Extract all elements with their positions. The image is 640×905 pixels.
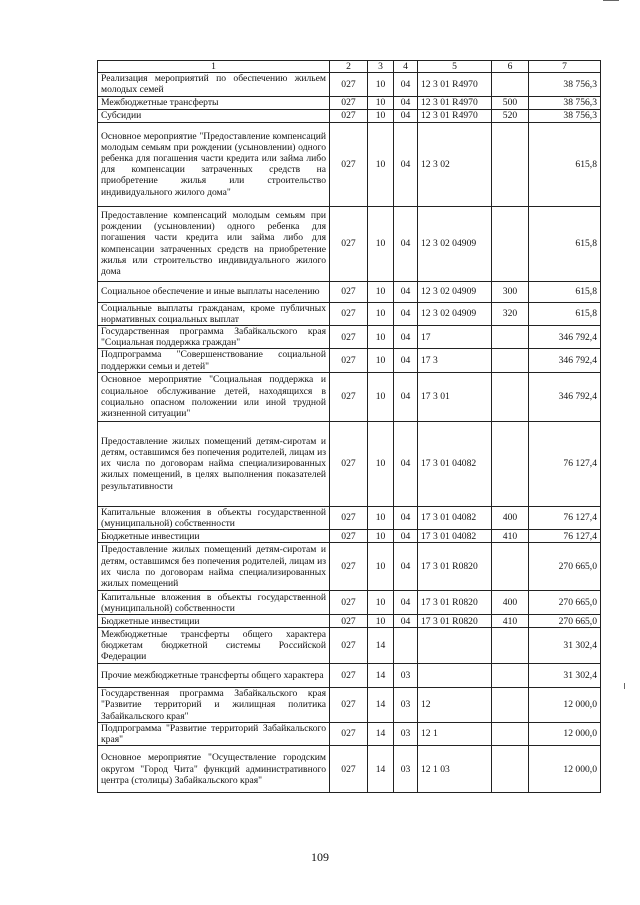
table-row (98, 628, 601, 664)
amount-cell: 12 000,0 (529, 722, 601, 745)
subsection-code-cell: 04 (394, 122, 418, 206)
expense-type-cell: 300 (492, 281, 529, 302)
table-row (98, 372, 601, 421)
row-name-cell: Реализация мероприятий по обеспечению жильем молодых семей (98, 73, 330, 96)
column-number: 1 (98, 61, 330, 73)
amount-cell: 346 792,4 (529, 349, 601, 372)
section-code-cell: 10 (368, 109, 394, 122)
amount-cell: 270 665,0 (529, 543, 601, 591)
section-code-cell: 10 (368, 206, 394, 281)
table-row (98, 281, 601, 302)
target-article-cell: 12 3 01 R4970 (418, 73, 492, 96)
row-name-cell: Предоставление компенсаций молодым семьям при рождении (усыновлении) одного ребенка для погашения части кредита или займа либо для компенсации затраченных средств на приобретение жилья или строительство индивидуального жилого дома (98, 206, 330, 281)
target-article-cell: 17 3 01 R0820 (418, 591, 492, 615)
table-row (98, 746, 601, 793)
subsection-code-cell: 04 (394, 530, 418, 543)
ministry-code-cell: 027 (330, 109, 368, 122)
table-row (98, 302, 601, 325)
section-code-cell: 10 (368, 96, 394, 109)
subsection-code-cell: 03 (394, 746, 418, 793)
amount-cell: 346 792,4 (529, 372, 601, 421)
table-row (98, 349, 601, 372)
expense-type-cell (492, 664, 529, 688)
expense-type-cell (492, 349, 529, 372)
target-article-cell: 12 3 01 R4970 (418, 109, 492, 122)
subsection-code-cell: 03 (394, 688, 418, 723)
section-code-cell: 10 (368, 372, 394, 421)
budget-table (97, 60, 601, 793)
amount-cell: 76 127,4 (529, 530, 601, 543)
amount-cell: 615,8 (529, 206, 601, 281)
subsection-code-cell: 04 (394, 615, 418, 628)
row-name-cell: Подпрограмма "Совершенствование социальной поддержки семьи и детей" (98, 349, 330, 372)
expense-type-cell (492, 73, 529, 96)
table-row (98, 96, 601, 109)
amount-cell: 270 665,0 (529, 615, 601, 628)
row-name-cell: Предоставление жилых помещений детям-сиротам и детям, оставшимся без попечения родителей, лицам из их числа по договорам найма специализированных жилых помещений, в целях выполнения показателей результативности (98, 421, 330, 506)
amount-cell: 12 000,0 (529, 688, 601, 723)
subsection-code-cell: 04 (394, 206, 418, 281)
ministry-code-cell: 027 (330, 664, 368, 688)
ministry-code-cell: 027 (330, 421, 368, 506)
ministry-code-cell: 027 (330, 688, 368, 723)
amount-cell: 615,8 (529, 122, 601, 206)
section-code-cell: 10 (368, 591, 394, 615)
subsection-code-cell: 04 (394, 109, 418, 122)
target-article-cell: 17 3 01 04082 (418, 421, 492, 506)
column-number: 5 (418, 61, 492, 73)
scan-edge-mark (603, 0, 619, 1)
column-number: 2 (330, 61, 368, 73)
expense-type-cell: 410 (492, 615, 529, 628)
section-code-cell: 10 (368, 302, 394, 325)
table-row (98, 591, 601, 615)
table-row (98, 722, 601, 745)
subsection-code-cell: 04 (394, 326, 418, 349)
ministry-code-cell: 027 (330, 591, 368, 615)
subsection-code-cell: 04 (394, 543, 418, 591)
section-code-cell: 10 (368, 281, 394, 302)
amount-cell: 38 756,3 (529, 109, 601, 122)
expense-type-cell (492, 421, 529, 506)
table-row (98, 615, 601, 628)
section-code-cell: 14 (368, 722, 394, 745)
column-number: 3 (368, 61, 394, 73)
subsection-code-cell: 04 (394, 73, 418, 96)
subsection-code-cell: 04 (394, 421, 418, 506)
target-article-cell: 17 3 01 R0820 (418, 615, 492, 628)
ministry-code-cell: 027 (330, 206, 368, 281)
target-article-cell: 17 3 01 (418, 372, 492, 421)
target-article-cell: 12 1 (418, 722, 492, 745)
target-article-cell: 17 (418, 326, 492, 349)
column-number: 6 (492, 61, 529, 73)
row-name-cell: Государственная программа Забайкальского края "Социальная поддержка граждан" (98, 326, 330, 349)
target-article-cell: 12 3 01 R4970 (418, 96, 492, 109)
row-name-cell: Бюджетные инвестиции (98, 615, 330, 628)
ministry-code-cell: 027 (330, 746, 368, 793)
target-article-cell: 17 3 01 R0820 (418, 543, 492, 591)
section-code-cell: 10 (368, 122, 394, 206)
subsection-code-cell: 04 (394, 349, 418, 372)
ministry-code-cell: 027 (330, 326, 368, 349)
target-article-cell: 12 (418, 688, 492, 723)
target-article-cell: 12 3 02 (418, 122, 492, 206)
row-name-cell: Капитальные вложения в объекты государственной (муниципальной) собственности (98, 506, 330, 529)
subsection-code-cell: 03 (394, 722, 418, 745)
ministry-code-cell: 027 (330, 96, 368, 109)
table-row (98, 506, 601, 529)
expense-type-cell: 520 (492, 109, 529, 122)
amount-cell: 38 756,3 (529, 96, 601, 109)
expense-type-cell (492, 122, 529, 206)
subsection-code-cell: 04 (394, 302, 418, 325)
amount-cell: 38 756,3 (529, 73, 601, 96)
subsection-code-cell: 04 (394, 281, 418, 302)
expense-type-cell (492, 206, 529, 281)
expense-type-cell: 500 (492, 96, 529, 109)
row-name-cell: Капитальные вложения в объекты государственной (муниципальной) собственности (98, 591, 330, 615)
row-name-cell: Социальные выплаты гражданам, кроме публичных нормативных социальных выплат (98, 302, 330, 325)
section-code-cell: 14 (368, 746, 394, 793)
amount-cell: 12 000,0 (529, 746, 601, 793)
amount-cell: 270 665,0 (529, 591, 601, 615)
ministry-code-cell: 027 (330, 506, 368, 529)
row-name-cell: Подпрограмма "Развитие территорий Забайкальского края" (98, 722, 330, 745)
target-article-cell: 12 3 02 04909 (418, 281, 492, 302)
expense-type-cell (492, 628, 529, 664)
expense-type-cell: 320 (492, 302, 529, 325)
section-code-cell: 10 (368, 421, 394, 506)
row-name-cell: Социальное обеспечение и иные выплаты населению (98, 281, 330, 302)
ministry-code-cell: 027 (330, 543, 368, 591)
expense-type-cell: 400 (492, 591, 529, 615)
target-article-cell: 17 3 (418, 349, 492, 372)
column-number: 7 (529, 61, 601, 73)
row-name-cell: Межбюджетные трансферты общего характера бюджетам бюджетной системы Российской Федерации (98, 628, 330, 664)
expense-type-cell (492, 372, 529, 421)
target-article-cell (418, 628, 492, 664)
section-code-cell: 10 (368, 73, 394, 96)
target-article-cell (418, 664, 492, 688)
table-row (98, 122, 601, 206)
amount-cell: 76 127,4 (529, 421, 601, 506)
table-row (98, 326, 601, 349)
expense-type-cell: 400 (492, 506, 529, 529)
section-code-cell: 10 (368, 530, 394, 543)
ministry-code-cell: 027 (330, 628, 368, 664)
table-row (98, 421, 601, 506)
table-row (98, 206, 601, 281)
expense-type-cell (492, 688, 529, 723)
section-code-cell: 14 (368, 664, 394, 688)
row-name-cell: Основное мероприятие "Социальная поддержка и социальное обслуживание детей, находящихся в социально опасном положении или иной трудной жизненной ситуации" (98, 372, 330, 421)
target-article-cell: 17 3 01 04082 (418, 506, 492, 529)
row-name-cell: Государственная программа Забайкальского края "Развитие территорий и жилищная политика Забайкальского края" (98, 688, 330, 723)
subsection-code-cell: 04 (394, 372, 418, 421)
row-name-cell: Основное мероприятие "Предоставление компенсаций молодым семьям при рождении (усыновлении) одного ребенка для погашения части кредита или займа либо для компенсации затраченных средств на приобретение жилья или строительство индивидуального жилого дома" (98, 122, 330, 206)
target-article-cell: 12 1 03 (418, 746, 492, 793)
scan-edge-mark (624, 683, 625, 689)
row-name-cell: Прочие межбюджетные трансферты общего характера (98, 664, 330, 688)
row-name-cell: Предоставление жилых помещений детям-сиротам и детям, оставшимся без попечения родителей, лицам из их числа по договорам найма специализированных жилых помещений (98, 543, 330, 591)
ministry-code-cell: 027 (330, 530, 368, 543)
subsection-code-cell: 04 (394, 591, 418, 615)
ministry-code-cell: 027 (330, 722, 368, 745)
amount-cell: 615,8 (529, 302, 601, 325)
ministry-code-cell: 027 (330, 281, 368, 302)
section-code-cell: 10 (368, 543, 394, 591)
table-row (98, 73, 601, 96)
target-article-cell: 17 3 01 04082 (418, 530, 492, 543)
ministry-code-cell: 027 (330, 372, 368, 421)
table-row (98, 664, 601, 688)
row-name-cell: Бюджетные инвестиции (98, 530, 330, 543)
ministry-code-cell: 027 (330, 73, 368, 96)
section-code-cell: 10 (368, 326, 394, 349)
section-code-cell: 10 (368, 349, 394, 372)
expense-type-cell (492, 746, 529, 793)
table-row (98, 109, 601, 122)
subsection-code-cell: 04 (394, 96, 418, 109)
row-name-cell: Основное мероприятие "Осуществление городским округом "Город Чита" функций административного центра (столицы) Забайкальского края" (98, 746, 330, 793)
amount-cell: 76 127,4 (529, 506, 601, 529)
column-number-row (98, 61, 601, 73)
subsection-code-cell: 04 (394, 506, 418, 529)
ministry-code-cell: 027 (330, 302, 368, 325)
row-name-cell: Субсидии (98, 109, 330, 122)
table-row (98, 530, 601, 543)
ministry-code-cell: 027 (330, 349, 368, 372)
section-code-cell: 10 (368, 615, 394, 628)
section-code-cell: 14 (368, 688, 394, 723)
amount-cell: 31 302,4 (529, 664, 601, 688)
expense-type-cell (492, 326, 529, 349)
page-number: 109 (311, 850, 329, 864)
subsection-code-cell (394, 628, 418, 664)
table-row (98, 543, 601, 591)
section-code-cell: 14 (368, 628, 394, 664)
ministry-code-cell: 027 (330, 122, 368, 206)
row-name-cell: Межбюджетные трансферты (98, 96, 330, 109)
expense-type-cell: 410 (492, 530, 529, 543)
ministry-code-cell: 027 (330, 615, 368, 628)
subsection-code-cell: 03 (394, 664, 418, 688)
target-article-cell: 12 3 02 04909 (418, 206, 492, 281)
amount-cell: 31 302,4 (529, 628, 601, 664)
target-article-cell: 12 3 02 04909 (418, 302, 492, 325)
column-number: 4 (394, 61, 418, 73)
expense-type-cell (492, 543, 529, 591)
section-code-cell: 10 (368, 506, 394, 529)
expense-type-cell (492, 722, 529, 745)
amount-cell: 346 792,4 (529, 326, 601, 349)
table-row (98, 688, 601, 723)
amount-cell: 615,8 (529, 281, 601, 302)
